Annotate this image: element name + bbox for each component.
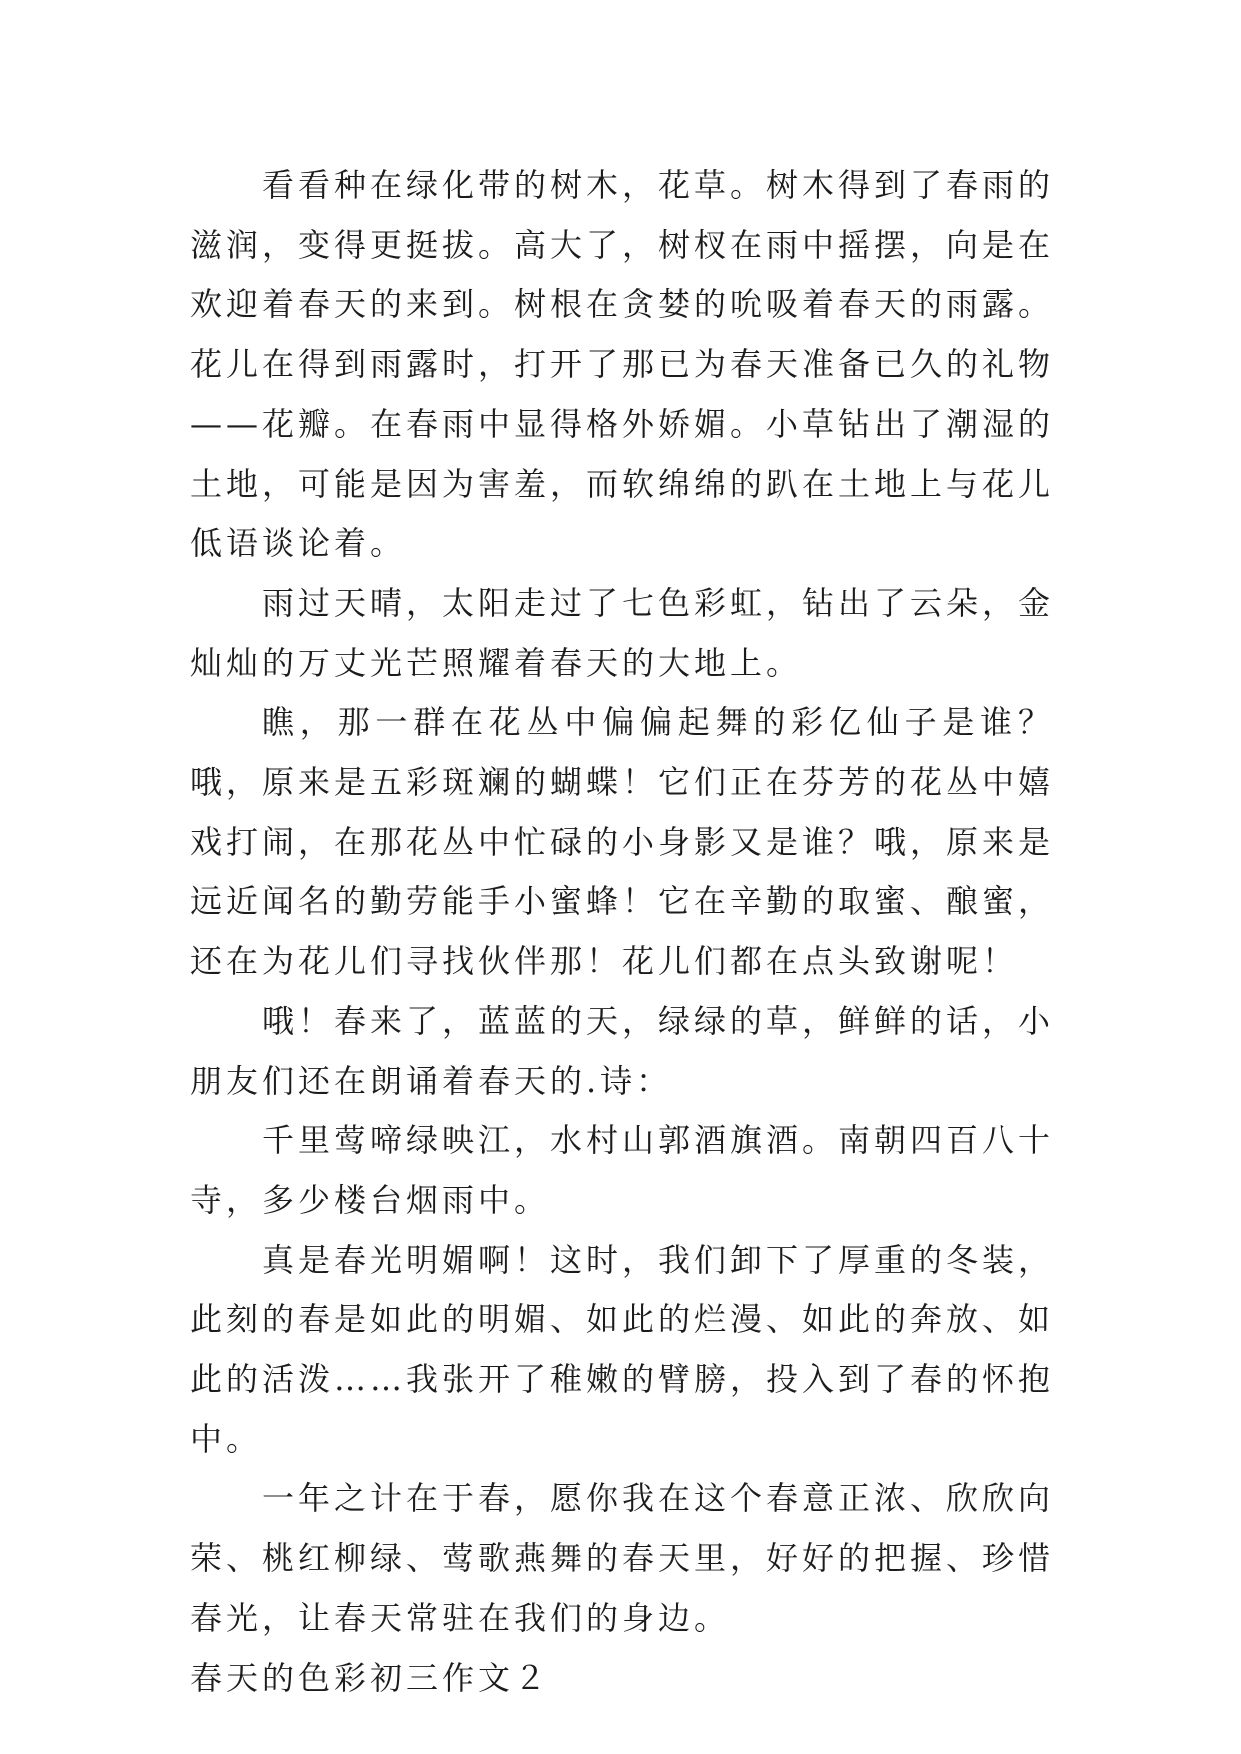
paragraph-butterflies-bees: 瞧，那一群在花丛中偏偏起舞的彩亿仙子是谁？哦，原来是五彩斑斓的蝴蝶！它们正在芬芳的花丛中嬉戏打闹，在那花丛中忙碌的小身影又是谁？哦，原来是远近闻名的勤劳能手小蜜蜂！它在辛勤的取蜜、酿蜜，还在为花儿们寻找伙伴那！花儿们都在点头致谢呢！: [190, 703, 1055, 981]
paragraph-closing: 一年之计在于春，愿你我在这个春意正浓、欣欣向荣、桃红柳绿、莺歌燕舞的春天里，好好的把握、珍惜春光，让春天常驻在我们的身边。: [190, 1479, 1055, 1637]
paragraph-poem: 千里莺啼绿映江，水村山郭酒旗酒。南朝四百八十寺，多少楼台烟雨中。: [190, 1121, 1055, 1219]
paragraph-spring-arrived: 哦！春来了，蓝蓝的天，绿绿的草，鲜鲜的话，小朋友们还在朗诵着春天的.诗：: [190, 1001, 1055, 1100]
paragraph-after-rain: 雨过天晴，太阳走过了七色彩虹，钻出了云朵，金灿灿的万丈光芒照耀着春天的大地上。: [190, 583, 1055, 682]
next-essay-heading: 春天的色彩初三作文２: [190, 1658, 551, 1697]
essay-body: [190, 156, 1054, 1708]
paragraph-spring-embrace: 真是春光明媚啊！这时，我们卸下了厚重的冬装，此刻的春是如此的明媚、如此的烂漫、如此的奔放、如此的活泼……我张开了稚嫩的臂膀，投入到了春的怀抱中。: [190, 1240, 1055, 1458]
paragraph-trees-flowers: 看看种在绿化带的树木，花草。树木得到了春雨的滋润，变得更挺拔。高大了，树杈在雨中摇摆，向是在欢迎着春天的来到。树根在贪婪的吮吸着春天的雨露。花儿在得到雨露时，打开了那已为春天准备已久的礼物——花瓣。在春雨中显得格外娇媚。小草钻出了潮湿的土地，可能是因为害羞，而软绵绵的趴在土地上与花儿低语谈论着。: [190, 166, 1055, 563]
